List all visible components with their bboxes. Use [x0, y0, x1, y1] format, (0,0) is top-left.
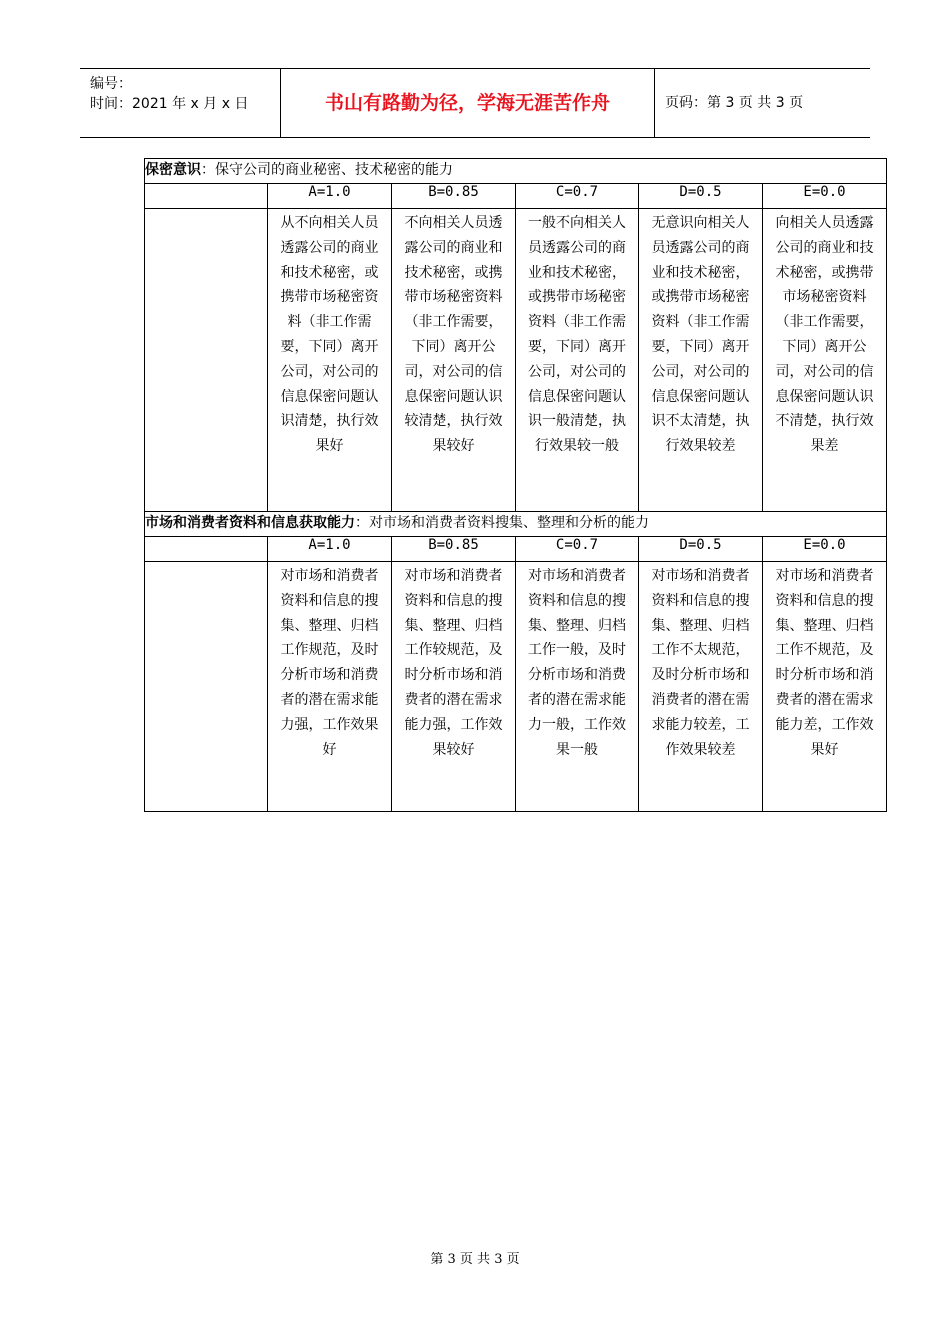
- label-cell: [145, 184, 268, 209]
- grade-e: E=0.0: [763, 184, 887, 209]
- section-title: 市场和消费者资料和信息获取能力: [145, 515, 355, 531]
- grade-b: B=0.85: [392, 537, 516, 562]
- grade-d: D=0.5: [639, 537, 763, 562]
- grade-a: A=1.0: [268, 537, 392, 562]
- description-a: 对市场和消费者资料和信息的搜集、整理、归档工作规范，及时分析市场和消费者的潜在需求能力强，工作效果好: [268, 562, 392, 812]
- description-d: 对市场和消费者资料和信息的搜集、整理、归档工作不太规范，及时分析市场和消费者的潜在需求能力较差，工作效果较差: [639, 562, 763, 812]
- header-page-number: 页码：第 3 页 共 3 页: [665, 95, 804, 111]
- label-cell: [145, 537, 268, 562]
- grade-c: C=0.7: [516, 537, 639, 562]
- grade-e: E=0.0: [763, 537, 887, 562]
- description-c: 对市场和消费者资料和信息的搜集、整理、归档工作一般，及时分析市场和消费者的潜在需求能力一般，工作效果一般: [516, 562, 639, 812]
- grade-row: [145, 184, 887, 209]
- description-c: 一般不向相关人员透露公司的商业和技术秘密，或携带市场秘密资料（非工作需要，下同）离开公司，对公司的信息保密问题认识一般清楚，执行效果较一般: [516, 209, 639, 512]
- description-row: [145, 562, 887, 812]
- section-description: ：对市场和消费者资料搜集、整理和分析的能力: [355, 515, 649, 531]
- section-description: ：保守公司的商业秘密、技术秘密的能力: [201, 162, 453, 178]
- document-number-label: 编号：: [90, 76, 132, 92]
- grade-b: B=0.85: [392, 184, 516, 209]
- section-title-cell: [145, 159, 887, 184]
- section-title-row: [145, 512, 887, 537]
- grade-row: [145, 537, 887, 562]
- description-b: 对市场和消费者资料和信息的搜集、整理、归档工作较规范，及时分析市场和消费者的潜在需求能力强，工作效果较好: [392, 562, 516, 812]
- section-title-row: [145, 159, 887, 184]
- description-row: [145, 209, 887, 512]
- section-title: 保密意识: [145, 162, 201, 178]
- description-a: 从不向相关人员透露公司的商业和技术秘密，或携带市场秘密资料（非工作需要，下同）离开公司，对公司的信息保密问题认识清楚，执行效果好: [268, 209, 392, 512]
- evaluation-table: [144, 158, 887, 812]
- section-title-cell: [145, 512, 887, 537]
- grade-a: A=1.0: [268, 184, 392, 209]
- page-header: [80, 68, 870, 138]
- description-e: 对市场和消费者资料和信息的搜集、整理、归档工作不规范，及时分析市场和消费者的潜在需求能力差，工作效果好: [763, 562, 887, 812]
- header-info: [80, 69, 281, 137]
- page-footer: 第 3 页 共 3 页: [430, 1252, 520, 1267]
- description-b: 不向相关人员透露公司的商业和技术秘密，或携带市场秘密资料（非工作需要，下同）离开公司，对公司的信息保密问题认识较清楚，执行效果较好: [392, 209, 516, 512]
- description-d: 无意识向相关人员透露公司的商业和技术秘密，或携带市场秘密资料（非工作需要，下同）离开公司，对公司的信息保密问题认识不太清楚，执行效果较差: [639, 209, 763, 512]
- grade-c: C=0.7: [516, 184, 639, 209]
- label-cell: [145, 209, 268, 512]
- grade-d: D=0.5: [639, 184, 763, 209]
- header-motto: 书山有路勤为径，学海无涯苦作舟: [281, 69, 655, 137]
- label-cell: [145, 562, 268, 812]
- description-e: 向相关人员透露公司的商业和技术秘密，或携带市场秘密资料（非工作需要，下同）离开公司，对公司的信息保密问题认识不清楚，执行效果差: [763, 209, 887, 512]
- date-label: 时间：2021 年 x 月 x 日: [90, 96, 249, 112]
